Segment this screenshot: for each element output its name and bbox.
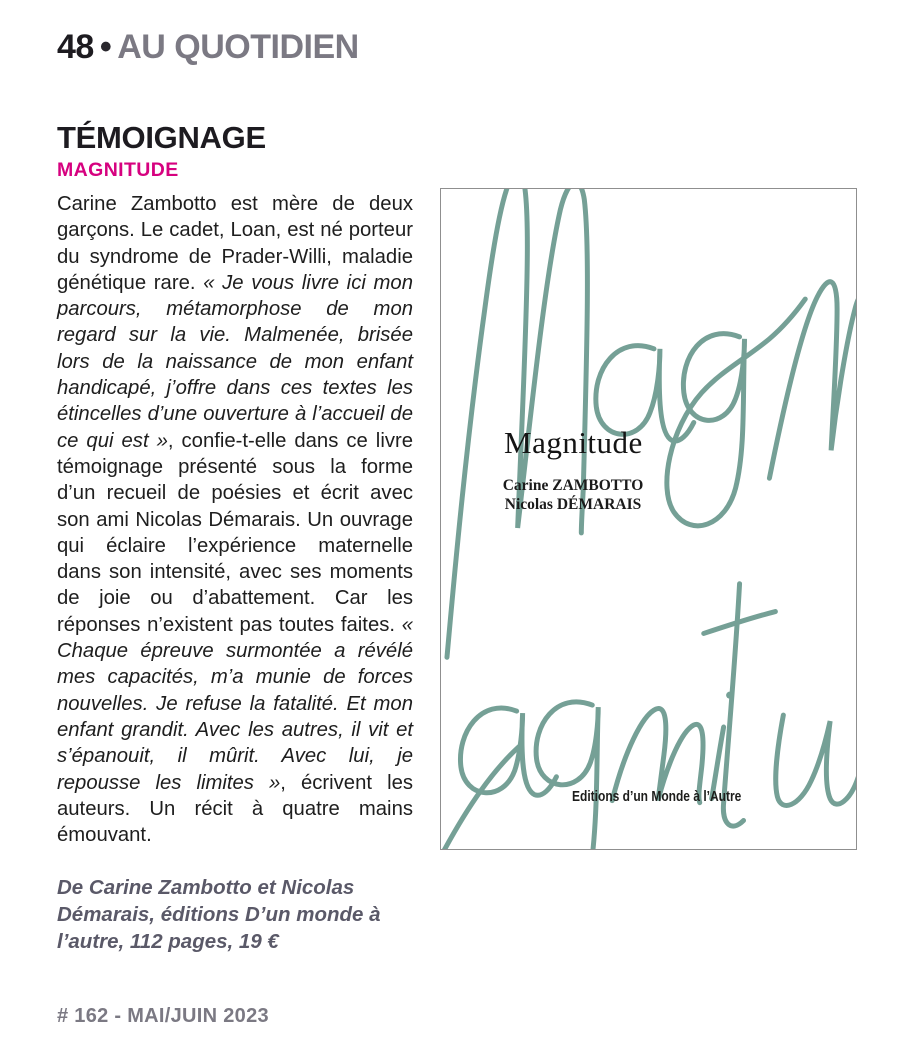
script-bottom-tail: [443, 747, 519, 849]
cover-book-title: Magnitude: [504, 425, 643, 460]
page-number: 48: [57, 28, 94, 66]
page-header: [57, 28, 413, 67]
cover-authors: [464, 477, 682, 514]
cover-script-lettering: [441, 189, 856, 849]
script-bottom-u: [776, 715, 856, 805]
book-credit-line: De Carine Zambotto et Nicolas Démarais, éditions D’un monde à l’autre, 112 pages, 19 €: [57, 876, 381, 954]
body-quote-run: « Chaque épreuve surmontée a révélé mes capacités, m’a munie de forces nouvelles. Je refuse la fatalité. Et mon enfant grandit. Avec les autres, il vit et s’épanouit, il mûrit. Avec lui, je repousse les limites »: [57, 613, 413, 794]
body-text-run: , écrivent les auteurs. Un récit à quatre mains émouvant.: [57, 771, 413, 847]
article-title: MAGNITUDE: [57, 159, 179, 181]
body-text-run: Carine Zambotto est mère de deux garçons. Le cadet, Loan, est né porteur du syndrome de Prader-Willi, maladie génétique rare.: [57, 193, 413, 294]
issue-footer: # 162 - MAI/JUIN 2023: [57, 1005, 269, 1027]
body-text-run: , confie-t-elle dans ce livre témoignage présenté sous la forme d’un recueil de poésies et écrit avec son ami Nicolas Démarais. Un ouvrage qui éclaire l’expérience maternelle dans son intensité, avec ses moments de joie ou d’abattement. Car les réponses n’existent pas toutes faites.: [57, 429, 413, 636]
cover-author-1: Carine ZAMBOTTO: [502, 477, 644, 494]
cover-publisher: Editions d’un Monde à l’Autre: [572, 788, 742, 805]
book-cover-image: [440, 188, 857, 850]
article-kicker: TÉMOIGNAGE: [57, 120, 266, 155]
section-title: AU QUOTIDIEN: [117, 28, 359, 66]
script-top-n: [769, 282, 856, 478]
cover-author-2: Nicolas DÉMARAIS: [504, 495, 642, 513]
script-bottom-g: [536, 702, 598, 849]
header-bullet-separator: •: [99, 28, 112, 66]
body-quote-run: « Je vous livre ici mon parcours, métamorphose de mon regard sur la vie. Malmenée, brisée lors de la naissance de mon enfant handicapé, j’offre dans ces textes les étincelles d’une ouverture à l’accueil de ce qui est »: [57, 271, 413, 452]
script-top-M: [447, 189, 587, 657]
article-column: [57, 28, 413, 955]
article-body: [57, 191, 413, 848]
